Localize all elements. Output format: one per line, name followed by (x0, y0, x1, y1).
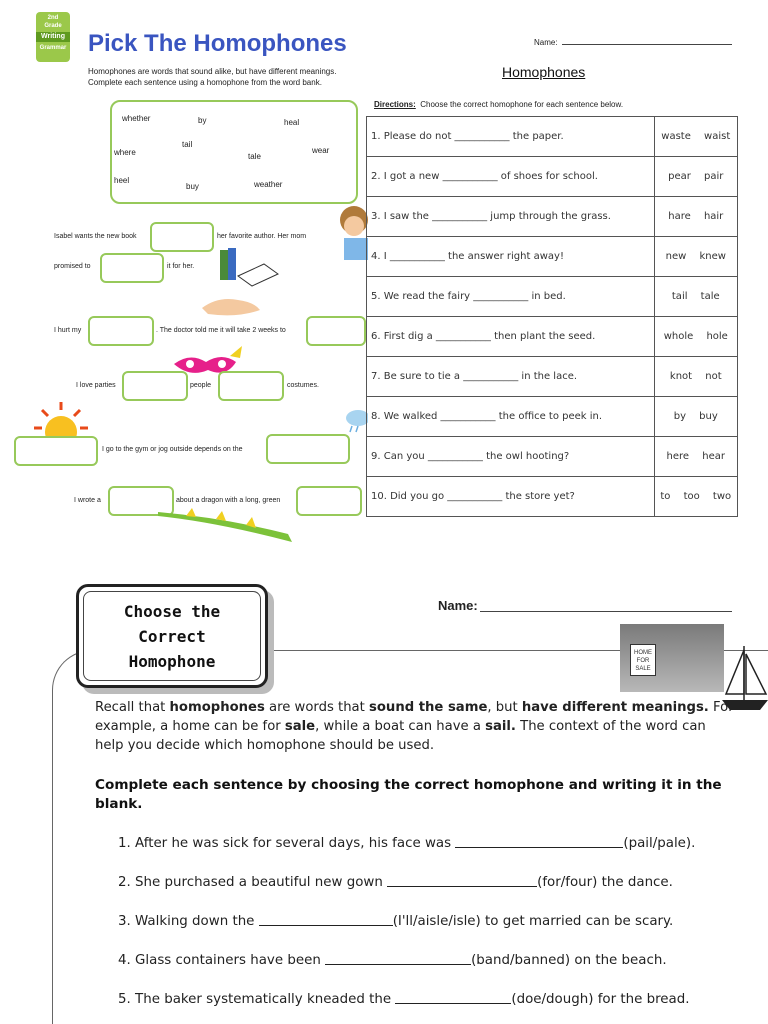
books-illustration (218, 246, 280, 288)
homophone-sentence[interactable]: 9. Can you ___________ the owl hooting? (367, 437, 655, 477)
question-2 (118, 875, 673, 890)
intro-text: The context of the word can help you decide which homophone should be used. (95, 719, 706, 753)
homophone-row (367, 397, 738, 437)
homophone-sentence[interactable]: 8. We walked ___________ the office to peek in. (367, 397, 655, 437)
intro-line-1: Homophones are words that sound alike, but have different meanings. (88, 67, 337, 76)
question-choices: (for/four) the dance. (537, 875, 673, 890)
question-text: 4. Glass containers have been (118, 953, 326, 968)
homophone-sentence[interactable]: 4. I ___________ the answer right away! (367, 237, 655, 277)
word-bank-word: tail (182, 140, 193, 149)
answer-box-1[interactable] (150, 222, 214, 252)
homophone-row (367, 477, 738, 517)
for-sale-sign: HOME FOR SALE (630, 644, 656, 676)
worksheet-b-directions (374, 100, 623, 109)
question-choices: (I'll/aisle/isle) to get married can be scary. (392, 914, 674, 929)
word-bank-word: whether (122, 114, 151, 123)
homophone-choices[interactable]: here hear (654, 437, 737, 477)
homophone-row (367, 317, 738, 357)
homophone-choices[interactable]: by buy (654, 397, 737, 437)
homophone-row (367, 117, 738, 157)
name-field-c[interactable] (438, 598, 732, 613)
home-for-sale-photo (620, 624, 724, 692)
homophone-row (367, 197, 738, 237)
intro-bold: sail. (485, 719, 516, 734)
badge-grade-word: Grade (44, 23, 62, 29)
answer-box-7[interactable] (14, 436, 98, 466)
word-bank-word: buy (186, 182, 199, 191)
question-text: 1. After he was sick for several days, his face was (118, 836, 456, 851)
dragon-tail-illustration (156, 508, 296, 544)
answer-box-6[interactable] (218, 371, 284, 401)
homophone-sentence[interactable]: 5. We read the fairy ___________ in bed. (367, 277, 655, 317)
worksheet-a-intro (88, 66, 358, 88)
sentence-1-part-a: Isabel wants the new book (54, 233, 137, 240)
answer-box-5[interactable] (122, 371, 188, 401)
directions-text: Choose the correct homophone for each sentence below. (420, 100, 624, 109)
cloud-icon (342, 404, 368, 434)
sentence-3-part-c: costumes. (287, 382, 319, 389)
sentence-3-part-b: people (190, 382, 212, 389)
homophone-row (367, 437, 738, 477)
homophone-sentence[interactable]: 10. Did you go ___________ the store yet? (367, 477, 655, 517)
answer-box-4[interactable] (306, 316, 366, 346)
sentence-1-part-d: it for her. (167, 263, 195, 270)
homophone-choices[interactable]: pear pair (654, 157, 737, 197)
pick-homophones-worksheet (0, 0, 368, 550)
homophone-row (367, 157, 738, 197)
answer-blank-5[interactable] (395, 992, 511, 1004)
worksheet-c-intro (95, 698, 735, 755)
homophone-choices[interactable]: whole hole (654, 317, 737, 357)
question-1 (118, 836, 695, 851)
worksheet-a-title: Pick The Homophones (88, 30, 347, 57)
word-bank-word: heal (284, 118, 300, 127)
sentence-5-part-a: I wrote a (74, 497, 101, 504)
homophone-sentence[interactable]: 6. First dig a ___________ then plant the seed. (367, 317, 655, 357)
name-line-c[interactable] (480, 611, 732, 612)
name-label-b: Name: (534, 38, 558, 47)
homophones-table-worksheet (368, 0, 768, 550)
homophone-sentence[interactable]: 2. I got a new ___________ of shoes for school. (367, 157, 655, 197)
question-text: 5. The baker systematically kneaded the (118, 992, 396, 1007)
name-label-c: Name: (438, 598, 478, 613)
homophone-table (366, 116, 738, 517)
sentence-2-part-b: . The doctor told me it will take 2 weeks to (156, 327, 286, 334)
answer-blank-1[interactable] (455, 836, 623, 848)
sentence-1-part-c: promised to (54, 263, 91, 270)
worksheet-c-title (124, 599, 220, 674)
word-bank-word: by (198, 116, 207, 125)
title-line-3: Homophone (128, 651, 216, 671)
question-text: 2. She purchased a beautiful new gown (118, 875, 388, 890)
word-bank-word: where (114, 148, 136, 157)
answer-box-10[interactable] (296, 486, 362, 516)
question-choices: (doe/dough) for the bread. (511, 992, 690, 1007)
answer-box-2[interactable] (100, 253, 164, 283)
homophone-choices[interactable]: to too two (654, 477, 737, 517)
directions-label: Directions: (374, 100, 416, 109)
title-line-1: Choose the (123, 601, 221, 621)
title-box (76, 584, 268, 688)
intro-bold: have different meanings. (521, 700, 709, 715)
intro-text: are words that (264, 700, 370, 715)
intro-line-2: Complete each sentence using a homophone from the word bank. (88, 78, 322, 87)
homophone-choices[interactable]: knot not (654, 357, 737, 397)
answer-blank-2[interactable] (387, 875, 537, 887)
sun-icon (32, 398, 90, 436)
girl-illustration (336, 200, 368, 262)
sentence-5-part-b: about a dragon with a long, green (176, 497, 281, 504)
homophone-choices[interactable]: new knew (654, 237, 737, 277)
badge-subject: Writing (36, 32, 70, 42)
homophone-row (367, 357, 738, 397)
answer-blank-3[interactable] (259, 914, 393, 926)
word-bank (110, 100, 358, 204)
intro-bold: sale (284, 719, 316, 734)
title-box-inner (83, 591, 261, 681)
sentence-2-part-a: I hurt my (54, 327, 82, 334)
homophone-choices[interactable]: tail tale (654, 277, 737, 317)
grade-badge (36, 12, 70, 62)
word-bank-word: heel (114, 176, 130, 185)
intro-text: , but (487, 700, 522, 715)
homophone-choices[interactable]: hare hair (654, 197, 737, 237)
question-choices: (band/banned) on the beach. (471, 953, 667, 968)
homophone-sentence[interactable]: 3. I saw the ___________ jump through the grass. (367, 197, 655, 237)
worksheet-b-title: Homophones (502, 64, 586, 80)
title-line-2: Correct (138, 626, 206, 646)
word-bank-word: tale (248, 152, 261, 161)
sentence-3-part-a: I love parties (76, 382, 116, 389)
sentence-1-part-b: her favorite author. Her mom (217, 233, 307, 240)
homophone-sentence[interactable]: 1. Please do not ___________ the paper. (367, 117, 655, 157)
word-bank-word: weather (254, 180, 283, 189)
intro-text: , while a boat can have a (315, 719, 486, 734)
answer-box-8[interactable] (266, 434, 350, 464)
homophone-row (367, 237, 738, 277)
word-bank-word: wear (312, 146, 330, 155)
intro-text: Recall that (95, 700, 170, 715)
foot-illustration (198, 290, 264, 320)
question-text: 3. Walking down the (118, 914, 259, 929)
question-5 (118, 992, 690, 1007)
choose-correct-homophone-worksheet (0, 560, 768, 1024)
name-field-b[interactable] (534, 38, 732, 47)
sentence-4-part-a: I go to the gym or jog outside depends on the (102, 446, 243, 453)
homophone-row (367, 277, 738, 317)
intro-text: For example, a home can be for (95, 700, 734, 734)
question-choices: (pail/pale). (623, 836, 696, 851)
answer-box-3[interactable] (88, 316, 154, 346)
homophone-sentence[interactable]: 7. Be sure to tie a ___________ in the lace. (367, 357, 655, 397)
worksheet-c-instruction: Complete each sentence by choosing the correct homophone and writing it in the blank. (95, 777, 722, 812)
question-4 (118, 953, 667, 968)
badge-grade: 2nd (47, 15, 59, 21)
homophone-choices[interactable]: waste waist (654, 117, 737, 157)
name-line-b[interactable] (562, 44, 732, 45)
badge-topic: Grammar (39, 45, 67, 51)
intro-bold: sound the same (369, 700, 488, 715)
question-3 (118, 914, 673, 929)
answer-blank-4[interactable] (325, 953, 471, 965)
intro-bold: homophones (169, 700, 265, 715)
